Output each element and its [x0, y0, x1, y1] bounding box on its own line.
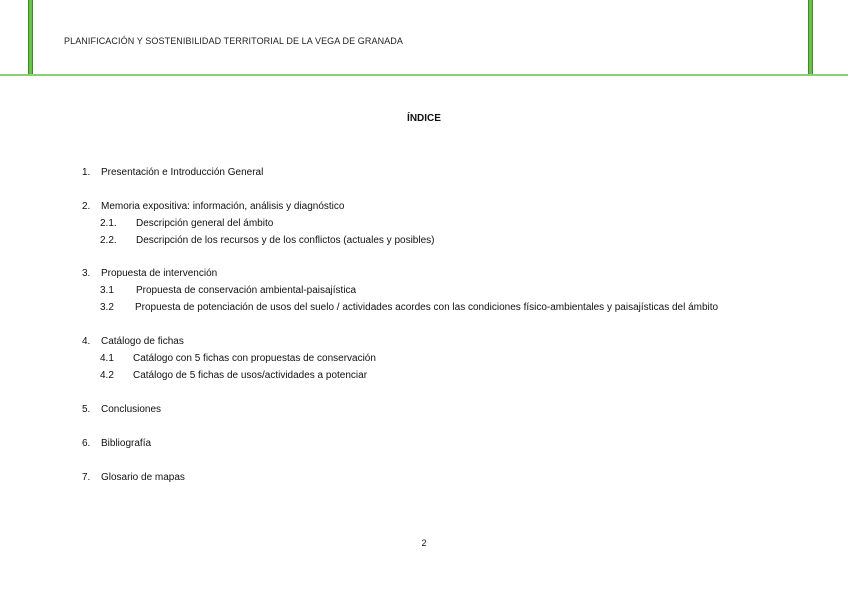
header-left-green-bar	[28, 0, 33, 76]
toc-number: 3.	[82, 268, 91, 279]
header-right-green-bar	[808, 0, 813, 76]
toc-label: Glosario de mapas	[101, 472, 185, 483]
toc-number: 2.1.	[100, 218, 117, 229]
toc-number: 4.1	[100, 353, 114, 364]
index-title: ÍNDICE	[407, 113, 441, 124]
toc-label: Conclusiones	[101, 404, 162, 415]
toc-label: Presentación e Introducción General	[101, 167, 264, 178]
document-header-title: PLANIFICACIÓN Y SOSTENIBILIDAD TERRITORIAL DE LA VEGA DE GRANADA	[64, 36, 403, 46]
toc-number: 4.	[82, 336, 91, 347]
toc-label: Bibliografía	[101, 438, 152, 449]
toc-label: Catálogo de 5 fichas de usos/actividades a potenciar	[133, 370, 368, 381]
toc-number: 4.2	[100, 370, 114, 381]
toc-label: Catálogo de fichas	[101, 336, 184, 347]
toc-label: Propuesta de intervención	[101, 268, 218, 279]
toc-number: 7.	[82, 472, 91, 483]
toc-label: Propuesta de potenciación de usos del suelo / actividades acordes con las condiciones físico-ambientales y paisajísticas del ámbito	[135, 302, 719, 313]
page-number: 2	[421, 538, 427, 548]
toc-label: Propuesta de conservación ambiental-paisajística	[136, 285, 357, 296]
toc-number: 3.2	[100, 302, 114, 313]
toc-number: 2.	[82, 201, 91, 212]
toc-label: Memoria expositiva: información, análisis y diagnóstico	[101, 201, 345, 212]
toc-label: Catálogo con 5 fichas con propuestas de conservación	[133, 353, 376, 364]
toc-number: 6.	[82, 438, 91, 449]
toc-number: 5.	[82, 404, 91, 415]
toc-label: Descripción de los recursos y de los conflictos (actuales y posibles)	[136, 235, 435, 246]
toc-number: 1.	[82, 167, 91, 178]
toc-number: 3.1	[100, 285, 114, 296]
toc-number: 2.2.	[100, 235, 117, 246]
header-divider	[0, 74, 848, 76]
toc-label: Descripción general del ámbito	[136, 218, 274, 229]
